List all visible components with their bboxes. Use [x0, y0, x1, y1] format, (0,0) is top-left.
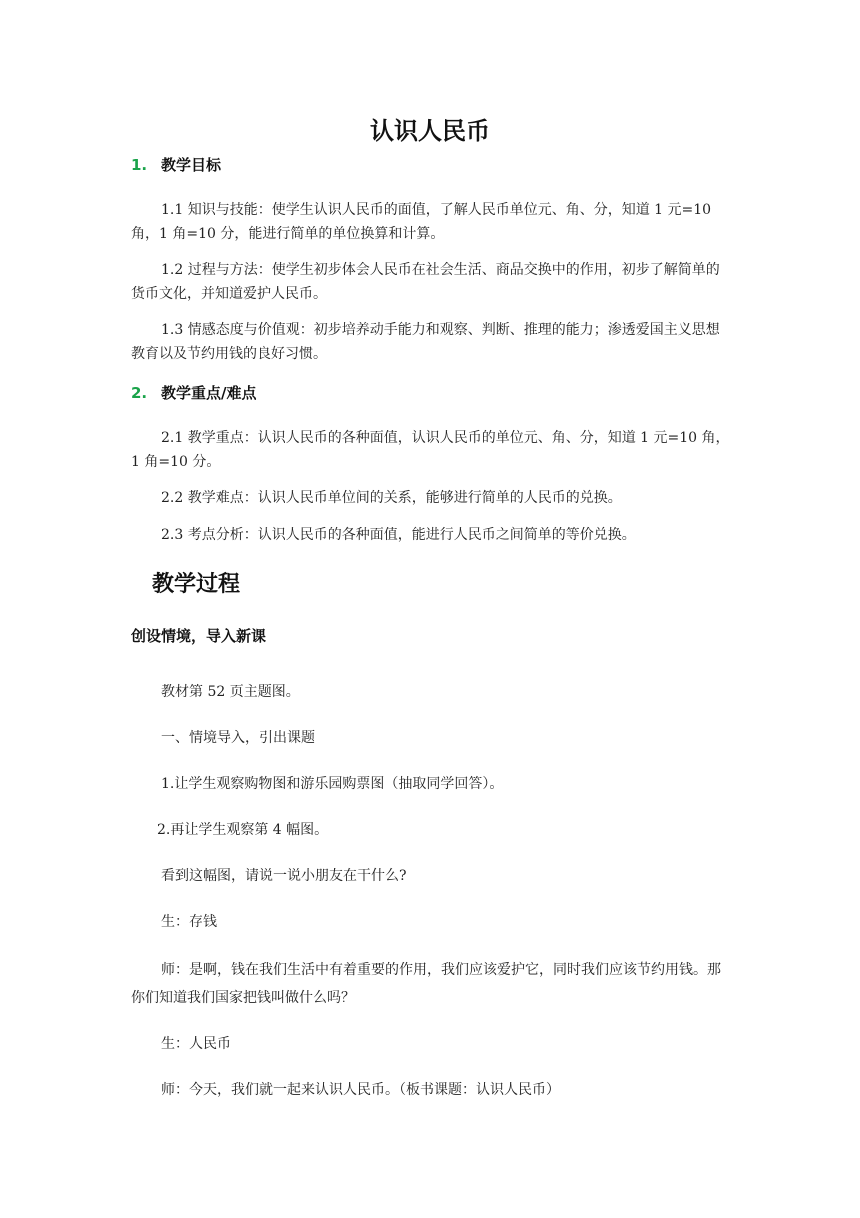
process-line: 1.让学生观察购物图和游乐园购票图（抽取同学回答）。 — [161, 776, 504, 792]
process-line: 生：人民币 — [161, 1036, 231, 1052]
process-line: 一、情境导入，引出课题 — [161, 730, 315, 746]
paragraph-key-point-2: 2.2 教学难点：认识人民币单位间的关系，能够进行简单的人民币的兑换。 — [161, 490, 622, 506]
process-heading: 教学过程 — [152, 572, 241, 597]
section-title: 教学目标 — [161, 156, 222, 174]
section-heading-objectives — [131, 155, 221, 175]
paragraph-objective-2: 1.2 过程与方法：使学生初步体会人民币在社会生活、商品交换中的作用，初步了解简单的货币文化，并知道爱护人民币。 — [131, 262, 720, 302]
paragraph-key-point-1: 2.1 教学重点：认识人民币的各种面值，认识人民币的单位元、角、分，知道 1 元=10 角，1 角=10 分。 — [131, 430, 730, 470]
process-subheading: 创设情境，导入新课 — [131, 627, 267, 645]
paragraph-objective-1: 1.1 知识与技能：使学生认识人民币的面值，了解人民币单位元、角、分，知道 1 元=10 角，1 角=10 分，能进行简单的单位换算和计算。 — [131, 202, 712, 242]
paragraph-key-point-3: 2.3 考点分析：认识人民币的各种面值，能进行人民币之间简单的等价兑换。 — [161, 527, 636, 543]
process-line: 师：今天，我们就一起来认识人民币。（板书课题：认识人民币） — [161, 1082, 560, 1098]
section-number: 2. — [131, 384, 148, 402]
section-heading-key-points — [131, 383, 256, 403]
process-line: 生：存钱 — [161, 914, 217, 930]
process-line: 教材第 52 页主题图。 — [161, 684, 300, 700]
section-title: 教学重点/难点 — [161, 384, 257, 402]
paragraph-objective-3: 1.3 情感态度与价值观：初步培养动手能力和观察、判断、推理的能力；渗透爱国主义思想教育以及节约用钱的良好习惯。 — [131, 322, 720, 362]
document-title: 认识人民币 — [370, 117, 490, 145]
process-line: 看到这幅图，请说一说小朋友在干什么? — [161, 868, 407, 884]
process-line: 师：是啊，钱在我们生活中有着重要的作用，我们应该爱护它，同时我们应该节约用钱。那你们知道我们国家把钱叫做什么吗？ — [131, 962, 721, 1006]
process-line: 2.再让学生观察第 4 幅图。 — [157, 822, 329, 838]
section-number: 1. — [131, 156, 148, 174]
